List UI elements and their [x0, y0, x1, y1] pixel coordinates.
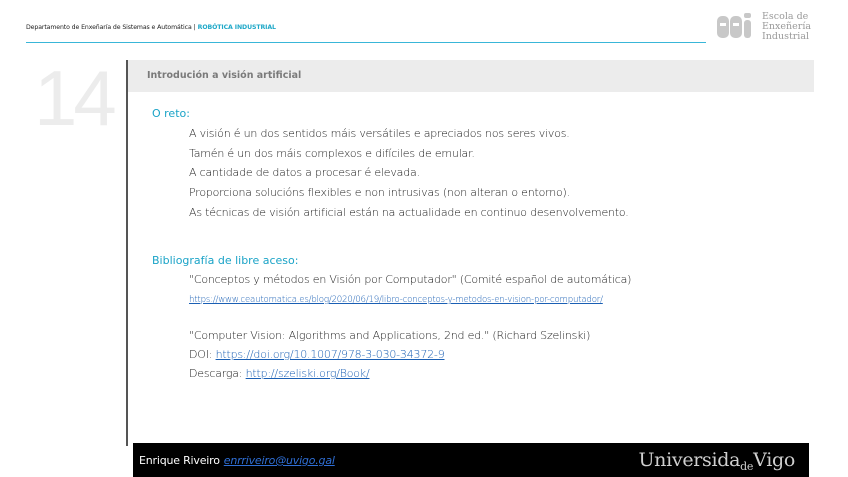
- slide-number: 14: [34, 54, 113, 142]
- reto-item: Proporciona solucións flexibles e non intrusivas (non alteran o entorno).: [189, 186, 570, 199]
- school-name-line: Enxeñería: [762, 21, 812, 32]
- doi-label: DOI:: [189, 348, 213, 361]
- department-name: Departamento de Enxeñaría de Sistemas e Automática: [26, 24, 192, 31]
- reto-item: Tamén é un dos máis complexos e difíciles de emular.: [189, 147, 475, 160]
- university-logo: [638, 449, 795, 471]
- slide-title-bar: [128, 60, 814, 92]
- content-divider: [126, 60, 128, 446]
- reto-item: A visión é un dos sentidos máis versátiles e apreciados nos seres vivos.: [189, 127, 570, 140]
- university-logo-part: Vigo: [753, 449, 795, 471]
- slide-title: Introdución a visión artificial: [147, 70, 302, 81]
- doi-row: [189, 348, 445, 361]
- header-department: [26, 24, 276, 31]
- university-logo-part: de: [740, 460, 754, 473]
- university-logo-part: Universida: [638, 449, 741, 471]
- school-logo: [716, 10, 816, 46]
- reference-link-row: [189, 292, 603, 305]
- footer-bar: [133, 443, 809, 477]
- reto-item: As técnicas de visión artificial están na actualidade en continuo desenvolvemento.: [189, 206, 629, 219]
- reference-link[interactable]: https://www.ceautomatica.es/blog/2020/06/19/libro-conceptos-y-metodos-en-vision-por-computador/: [189, 295, 603, 305]
- bibliography-heading: Bibliografía de libre aceso:: [152, 254, 299, 267]
- author-email-link[interactable]: enrriveiro@uvigo.gal: [223, 454, 335, 467]
- header-separator: |: [193, 24, 196, 31]
- download-row: [189, 367, 369, 380]
- footer-author-block: [139, 454, 335, 467]
- download-label: Descarga:: [189, 367, 243, 380]
- header-divider: [26, 42, 706, 43]
- reference-title: "Conceptos y métodos en Visión por Computador" (Comité español de automática): [189, 273, 632, 286]
- school-name: [762, 12, 811, 42]
- school-name-line: Escola de: [762, 11, 809, 22]
- course-name: ROBÓTICA INDUSTRIAL: [197, 24, 276, 31]
- reto-item: A cantidade de datos a procesar é elevada.: [189, 166, 420, 179]
- reference-title: "Computer Vision: Algorithms and Applications, 2nd ed." (Richard Szelinski): [189, 329, 591, 342]
- doi-link[interactable]: https://doi.org/10.1007/978-3-030-34372-9: [215, 348, 445, 361]
- reto-heading: O reto:: [152, 107, 190, 120]
- school-name-line: Industrial: [762, 31, 810, 42]
- download-link[interactable]: http://szeliski.org/Book/: [245, 367, 370, 380]
- eei-logo-icon: [716, 12, 758, 42]
- author-name: Enrique Riveiro: [139, 454, 220, 467]
